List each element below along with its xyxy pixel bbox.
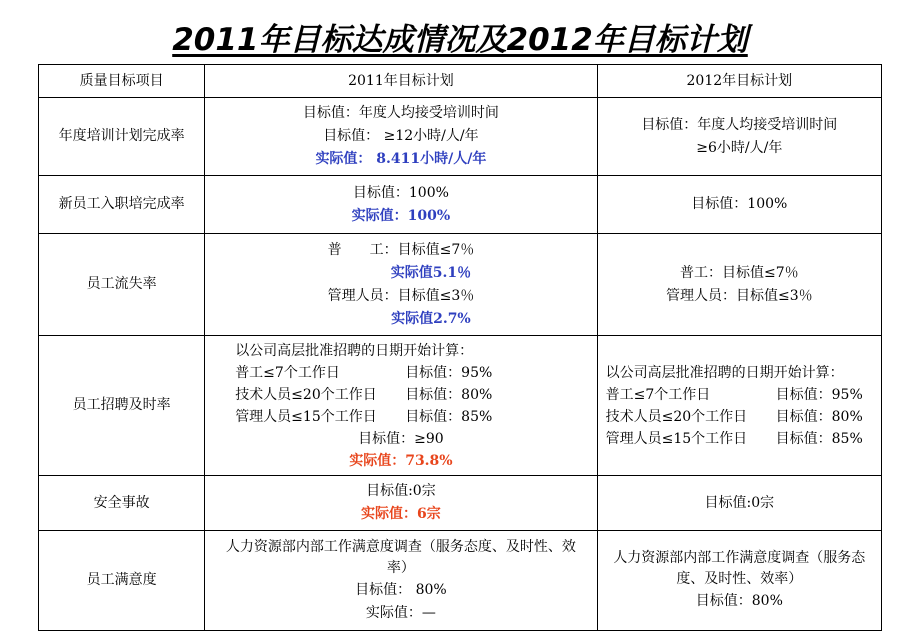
pair-value: 目标值：80% xyxy=(775,408,863,425)
table-row xyxy=(39,98,882,176)
target-text: ≥6小時/人/年 xyxy=(696,139,783,156)
target-text: 目标值：年度人均接受培训时间 xyxy=(302,105,499,121)
page-title: 2011年目标达成情况及2012年目标计划 xyxy=(172,22,748,58)
table-row xyxy=(39,176,882,234)
target-text: 目标值： ≥12小時/人/年 xyxy=(323,128,479,144)
header-2011: 2011年目标计划 xyxy=(205,65,597,98)
goal-table xyxy=(38,64,882,631)
target-text: 管理人员：目标值≤3％ xyxy=(666,287,813,304)
survey-text: 人力资源部内部工作满意度调查（服务态度、及时性、效率） xyxy=(225,538,576,576)
cell-2012 xyxy=(597,176,881,234)
target-text: 普工：目标值≤7％ xyxy=(680,264,799,281)
pair-row xyxy=(606,428,881,450)
header-2012: 2012年目标计划 xyxy=(597,65,881,98)
pair-value: 目标值：95% xyxy=(405,364,493,381)
cell-2012 xyxy=(597,336,881,476)
actual-value: 实际值2.7% xyxy=(391,310,471,327)
pair-label: 管理人员≤15个工作日 xyxy=(605,430,748,447)
actual-value: 实际值：6宗 xyxy=(361,506,441,522)
target-text: 目标值： 80% xyxy=(355,581,447,598)
header-item: 质量目标项目 xyxy=(39,65,205,98)
pair-row xyxy=(235,362,596,384)
pair-row xyxy=(606,406,881,428)
target-text: 目标值：100% xyxy=(691,196,788,212)
pair-value: 目标值：85% xyxy=(405,408,493,425)
item-label: 员工流失率 xyxy=(39,234,205,336)
pair-label: 管理人员≤15个工作日 xyxy=(235,408,377,425)
pair-label: 技术人员≤20个工作日 xyxy=(235,386,377,403)
cell-2011 xyxy=(205,476,597,531)
table-row xyxy=(39,234,882,336)
pair-row xyxy=(235,384,596,406)
pair-value: 目标值：80% xyxy=(405,386,493,403)
item-label: 员工招聘及时率 xyxy=(39,336,205,476)
actual-value: 实际值5.1％ xyxy=(390,264,472,281)
item-label: 新员工入职培完成率 xyxy=(39,176,205,234)
pair-row xyxy=(235,406,596,428)
intro-text: 以公司高层批准招聘的日期开始计算： xyxy=(235,342,474,359)
cell-2012 xyxy=(597,234,881,336)
target-text: 管理人员：目标值≤3％ xyxy=(327,287,475,304)
survey-text: 人力资源部内部工作满意度调查（服务态度、及时性、效率） xyxy=(613,550,866,587)
actual-value: 实际值：100% xyxy=(351,207,451,224)
target-text: 目标值：100% xyxy=(352,184,449,201)
table-row xyxy=(39,531,882,631)
table-row xyxy=(39,336,882,476)
cell-2011 xyxy=(205,98,597,176)
table-header-row xyxy=(39,65,882,98)
item-label: 年度培训计划完成率 xyxy=(39,98,205,176)
pair-value: 目标值：85% xyxy=(775,430,863,447)
intro-text: 以公司高层批准招聘的日期开始计算： xyxy=(605,364,844,381)
cell-2011 xyxy=(205,531,597,631)
pair-row xyxy=(606,384,881,406)
actual-text: 实际值：— xyxy=(365,604,436,621)
target-text: 目标值:0宗 xyxy=(704,494,775,511)
target-text: 目标值：≥90 xyxy=(358,430,444,447)
target-text: 目标值：年度人均接受培训时间 xyxy=(641,116,838,133)
target-text: 目标值：80% xyxy=(695,593,783,609)
item-label: 员工满意度 xyxy=(39,531,205,631)
item-label: 安全事故 xyxy=(39,476,205,531)
cell-2012 xyxy=(597,476,881,531)
pair-label: 普工≤7个工作日 xyxy=(235,364,340,381)
target-text: 普 工：目标值≤7％ xyxy=(327,241,475,258)
actual-value: 实际值： 8.411小時/人/年 xyxy=(315,151,487,167)
cell-2011 xyxy=(205,336,597,476)
cell-2012 xyxy=(597,98,881,176)
cell-2012 xyxy=(597,531,881,631)
pair-label: 普工≤7个工作日 xyxy=(605,386,711,403)
pair-label: 技术人员≤20个工作日 xyxy=(605,408,748,425)
cell-2011 xyxy=(205,234,597,336)
target-text: 目标值:0宗 xyxy=(366,483,436,499)
actual-value: 实际值：73.8% xyxy=(349,452,453,469)
cell-2011 xyxy=(205,176,597,234)
pair-value: 目标值：95% xyxy=(775,386,863,403)
table-row xyxy=(39,476,882,531)
